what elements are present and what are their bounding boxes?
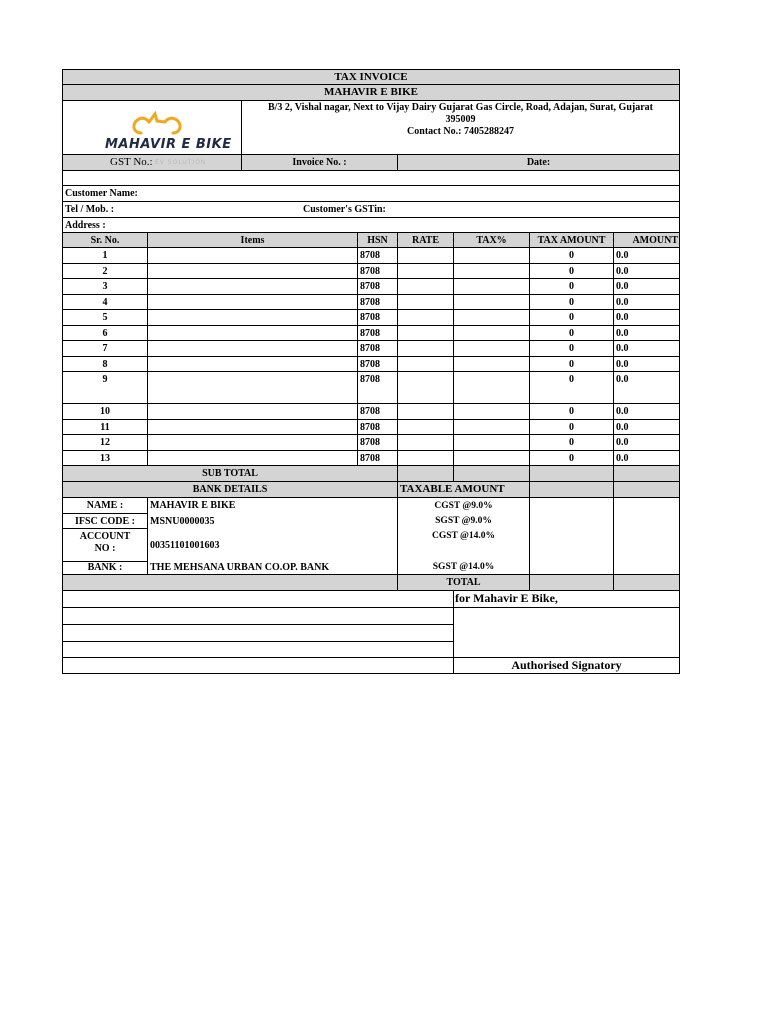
rate-cell — [397, 248, 453, 263]
tax-amount-cell: 0 — [529, 341, 613, 356]
customer-name-row — [62, 186, 680, 202]
tax-percent-cell — [453, 357, 529, 372]
amount-cell: 0.0 — [613, 372, 681, 403]
table-row — [62, 357, 680, 373]
items-cell — [147, 279, 357, 294]
sr-no-cell: 8 — [102, 358, 108, 370]
amount-cell: 0.0 — [613, 310, 681, 325]
tax-percent-cell — [453, 279, 529, 294]
bank-label: BANK : — [87, 562, 123, 573]
sr-no-cell: 10 — [100, 406, 110, 417]
hsn-cell: 8708 — [357, 264, 397, 279]
table-row — [62, 295, 680, 311]
account-label-line-2: NO : — [94, 543, 116, 554]
tax-percent-cell — [453, 295, 529, 310]
item-rows — [62, 248, 680, 466]
rate-cell — [397, 404, 453, 419]
table-row — [62, 279, 680, 295]
tax-amount-cell: 0 — [529, 295, 613, 310]
header-rate: RATE — [397, 233, 453, 247]
table-row — [62, 404, 680, 420]
table-row — [62, 248, 680, 264]
tax-amount-cell: 0 — [529, 420, 613, 435]
signature-line-top — [454, 607, 679, 608]
hsn-cell: 8708 — [357, 435, 397, 450]
header-tax-percent: TAX% — [453, 233, 529, 247]
taxable-amount-value — [529, 482, 613, 497]
amount-cell: 0.0 — [613, 435, 681, 450]
sr-no-cell: 13 — [100, 452, 110, 464]
rate-cell — [397, 435, 453, 450]
hsn-cell: 8708 — [357, 248, 397, 263]
sr-no-cell: 6 — [102, 327, 108, 339]
items-cell — [147, 248, 357, 263]
bank-labels — [63, 498, 147, 574]
rate-cell — [397, 372, 453, 403]
tax-percent-cell — [453, 326, 529, 341]
tax-breakup-total — [613, 498, 679, 574]
tax-percent-cell — [453, 248, 529, 263]
sr-no-cell: 1 — [102, 250, 108, 261]
tax-percent-cell — [453, 372, 529, 403]
sr-no-cell: 12 — [100, 437, 110, 448]
subtotal-row — [62, 466, 680, 482]
subtotal-label: SUB TOTAL — [202, 468, 258, 479]
bank-value: THE MEHSANA URBAN CO.OP. BANK — [150, 562, 330, 573]
sr-no-cell: 2 — [102, 265, 108, 277]
hsn-cell: 8708 — [357, 357, 397, 372]
hsn-cell: 8708 — [357, 341, 397, 356]
hsn-cell: 8708 — [357, 451, 397, 466]
tax-amount-cell: 0 — [529, 435, 613, 450]
account-label-line-1: ACCOUNT — [79, 531, 131, 542]
sr-no-cell: 9 — [102, 374, 108, 385]
total-blank — [63, 575, 397, 590]
items-cell — [147, 295, 357, 310]
tax-percent-cell — [453, 435, 529, 450]
table-row — [62, 420, 680, 436]
tax-amount-cell: 0 — [529, 310, 613, 325]
customer-tel-row — [62, 202, 680, 218]
hsn-cell: 8708 — [357, 326, 397, 341]
items-cell — [147, 326, 357, 341]
subtotal-tax-percent — [453, 466, 529, 481]
table-row — [62, 341, 680, 357]
items-cell — [147, 264, 357, 279]
rate-cell — [397, 295, 453, 310]
address-label: Address : — [65, 220, 106, 231]
hsn-cell: 8708 — [357, 420, 397, 435]
terms-line-3 — [63, 641, 453, 642]
terms-line-1 — [63, 607, 453, 608]
tax-percent-cell — [453, 420, 529, 435]
taxable-amount-title: TAXABLE AMOUNT — [397, 482, 529, 497]
cgst-14: CGST @14.0% — [431, 531, 496, 541]
bank-name-label: NAME : — [63, 498, 147, 514]
bank-header-row — [62, 482, 680, 498]
total-amount — [613, 575, 679, 590]
rate-cell — [397, 326, 453, 341]
header-amount: AMOUNT — [613, 233, 679, 247]
sr-no-cell: 7 — [102, 343, 108, 354]
gst-invoice-row — [62, 155, 680, 171]
logo — [63, 101, 241, 154]
table-row — [62, 372, 680, 404]
items-cell — [147, 372, 357, 403]
gst-cell — [63, 155, 241, 170]
signatory-box — [453, 591, 679, 673]
hsn-cell: 8708 — [357, 372, 397, 403]
tax-amount-cell: 0 — [529, 264, 613, 279]
total-label: TOTAL — [397, 575, 529, 590]
tax-amount-cell: 0 — [529, 279, 613, 294]
contact-number: Contact No.: 7405288247 — [407, 126, 514, 137]
table-row — [62, 451, 680, 467]
amount-cell: 0.0 — [613, 279, 681, 294]
subtotal-tax-amount — [529, 466, 613, 481]
gst-label: GST No.: — [110, 156, 153, 168]
address-line-2: 395009 — [445, 114, 476, 125]
sr-no-cell: 3 — [102, 281, 108, 292]
company-address — [241, 101, 679, 154]
items-cell — [147, 420, 357, 435]
customer-address-row — [62, 218, 680, 233]
bank-details-title: BANK DETAILS — [192, 484, 268, 495]
company-name: MAHAVIR E BIKE — [324, 86, 418, 98]
amount-cell: 0.0 — [613, 264, 681, 279]
hsn-cell: 8708 — [357, 279, 397, 294]
hsn-cell: 8708 — [357, 404, 397, 419]
address-line-1: B/3 2, Vishal nagar, Next to Vijay Dairy Gujarat Gas Circle, Road, Adajan, Surat, Gujarat — [267, 102, 653, 113]
rate-cell — [397, 420, 453, 435]
table-row — [62, 435, 680, 451]
table-row — [62, 310, 680, 326]
tax-percent-cell — [453, 264, 529, 279]
rate-cell — [397, 451, 453, 466]
items-cell — [147, 435, 357, 450]
tax-breakup — [397, 498, 529, 574]
amount-cell: 0.0 — [613, 248, 681, 263]
terms-line-2 — [63, 624, 453, 625]
header-items: Items — [147, 233, 357, 247]
logo-tagline: EV SOLUTION — [155, 159, 207, 166]
tax-amount-cell: 0 — [529, 326, 613, 341]
amount-cell: 0.0 — [613, 295, 681, 310]
total-row — [62, 575, 680, 591]
account-value: 00351101001603 — [150, 540, 220, 551]
header-hsn: HSN — [357, 233, 397, 247]
tax-percent-cell — [453, 341, 529, 356]
terms-lines — [63, 591, 453, 673]
tax-amount-cell: 0 — [529, 404, 613, 419]
ifsc-label: IFSC CODE : — [63, 514, 147, 529]
date-label: Date: — [397, 155, 679, 170]
bank-values — [147, 498, 397, 574]
rate-cell — [397, 279, 453, 294]
header-sr-no: Sr. No. — [90, 235, 120, 246]
items-cell — [147, 357, 357, 372]
tax-percent-cell — [453, 404, 529, 419]
items-cell — [147, 310, 357, 325]
subtotal-rate — [397, 466, 453, 481]
customer-gstin-label: Customer's GSTin: — [303, 204, 386, 215]
table-header-row — [62, 233, 680, 248]
tax-percent-cell — [453, 451, 529, 466]
authorised-signatory: Authorised Signatory — [511, 658, 622, 672]
rate-cell — [397, 341, 453, 356]
bank-name-value: MAHAVIR E BIKE — [150, 500, 236, 511]
sr-no-cell: 11 — [100, 421, 110, 433]
spacer-row — [62, 171, 680, 186]
amount-cell: 0.0 — [613, 341, 681, 356]
header-tax-amount: TAX AMOUNT — [529, 233, 613, 247]
items-cell — [147, 341, 357, 356]
table-row — [62, 264, 680, 280]
tax-breakup-amount — [529, 498, 613, 574]
tax-amount-cell: 0 — [529, 357, 613, 372]
rate-cell — [397, 357, 453, 372]
bank-block — [62, 498, 680, 575]
tax-amount-cell: 0 — [529, 248, 613, 263]
amount-cell: 0.0 — [613, 420, 681, 435]
rate-cell — [397, 310, 453, 325]
taxable-amount-total — [613, 482, 679, 497]
hsn-cell: 8708 — [357, 310, 397, 325]
for-company-label: for Mahavir E Bike, — [455, 591, 558, 605]
ifsc-value: MSNU0000035 — [150, 516, 215, 527]
amount-cell: 0.0 — [613, 451, 681, 466]
sgst-14: SGST @14.0% — [432, 562, 495, 572]
tax-amount-cell: 0 — [529, 451, 613, 466]
sr-no-cell: 5 — [102, 312, 108, 323]
total-tax-amount — [529, 575, 613, 590]
invoice-title: TAX INVOICE — [334, 71, 408, 83]
tel-label: Tel / Mob. : — [65, 204, 115, 215]
title-row — [62, 69, 680, 85]
amount-cell: 0.0 — [613, 326, 681, 341]
items-cell — [147, 404, 357, 419]
customer-name-label: Customer Name: — [65, 188, 138, 199]
sgst-9: SGST @9.0% — [435, 516, 492, 526]
table-row — [62, 326, 680, 342]
logo-text: MAHAVIR E BIKE — [105, 137, 232, 152]
subtotal-amount — [613, 466, 679, 481]
terms-line-4 — [63, 657, 453, 658]
hsn-cell: 8708 — [357, 295, 397, 310]
rate-cell — [397, 264, 453, 279]
letterhead-row — [62, 101, 680, 155]
cgst-9: CGST @9.0% — [434, 501, 493, 511]
tax-percent-cell — [453, 310, 529, 325]
amount-cell: 0.0 — [613, 404, 681, 419]
account-label — [63, 529, 147, 562]
invoice-no-label: Invoice No. : — [241, 155, 397, 170]
amount-cell: 0.0 — [613, 357, 681, 372]
company-row — [62, 85, 680, 101]
signature-block — [62, 591, 680, 674]
items-cell — [147, 451, 357, 466]
invoice-sheet — [62, 69, 680, 674]
sr-no-cell: 4 — [102, 296, 108, 308]
tax-amount-cell: 0 — [529, 372, 613, 403]
